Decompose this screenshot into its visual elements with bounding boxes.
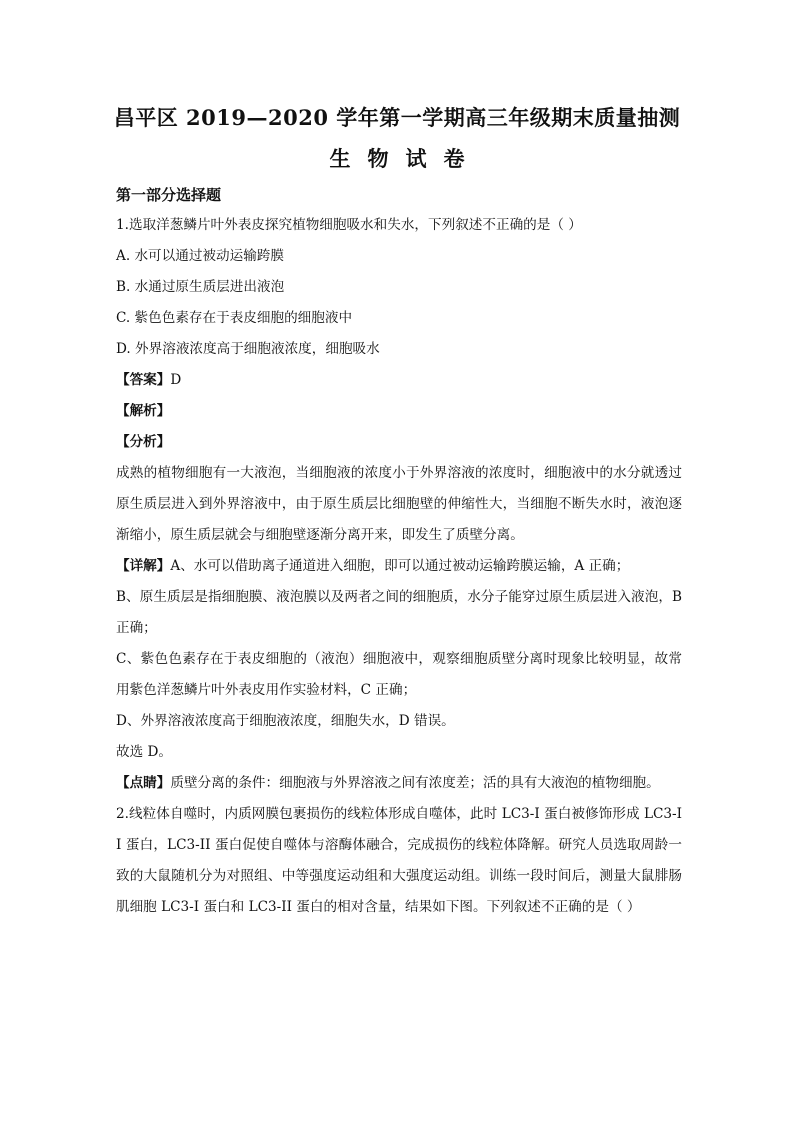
answer-tag: 【答案】 — [116, 372, 171, 388]
detail-a-line — [116, 551, 682, 582]
answer-line — [116, 365, 682, 396]
question-1-option-c: C. 紫色色素存在于表皮细胞的细胞液中 — [116, 310, 353, 326]
dianjing-line — [116, 768, 682, 799]
detail-tag: 【详解】 — [116, 558, 171, 574]
fenxi-tag: 【分析】 — [116, 434, 171, 450]
dianjing-text: 质壁分离的条件：细胞液与外界溶液之间有浓度差；活的具有大液泡的植物细胞。 — [170, 775, 660, 791]
detail-c-text: C、紫色色素存在于表皮细胞的（液泡）细胞液中，观察细胞质壁分离时现象比较明显，故常用紫色洋葱鳞片叶外表皮用作实验材料，C 正确； — [116, 651, 682, 698]
answer-value: D — [170, 372, 182, 388]
question-1-stem: 1.选取洋葱鳞片叶外表皮探究植物细胞吸水和失水，下列叙述不正确的是（ ） — [116, 217, 582, 233]
conclusion-text: 故选 D。 — [116, 744, 173, 760]
exam-title: 昌平区 2019—2020 学年第一学期高三年级期末质量抽测 — [113, 105, 681, 130]
fenxi-text: 成熟的植物细胞有一大液泡，当细胞液的浓度小于外界溶液的浓度时，细胞液中的水分就透过原生质层进入到外界溶液中，由于原生质层比细胞壁的伸缩性大，当细胞不断失水时，液泡逐渐缩小，原生质层就会与细胞壁逐渐分离开来，即发生了质壁分离。 — [116, 465, 682, 543]
question-1-option-b: B. 水通过原生质层进出液泡 — [116, 279, 285, 295]
dianjing-tag: 【点睛】 — [116, 775, 171, 791]
section-heading: 第一部分选择题 — [116, 186, 222, 204]
detail-b-text: B、原生质层是指细胞膜、液泡膜以及两者之间的细胞质，水分子能穿过原生质层进入液泡，B 正确； — [116, 589, 682, 636]
detail-a-text: A、水可以借助离子通道进入细胞，即可以通过被动运输跨膜运输，A 正确； — [170, 558, 630, 574]
question-1-option-a: A. 水可以通过被动运输跨膜 — [116, 248, 284, 264]
question-1 — [116, 210, 682, 923]
question-1-option-d: D. 外界溶液浓度高于细胞液浓度，细胞吸水 — [116, 341, 380, 357]
analysis-tag: 【解析】 — [116, 403, 171, 419]
exam-subtitle: 生物试卷 — [329, 146, 482, 171]
question-2-stem: 2.线粒体自噬时，内质网膜包裹损伤的线粒体形成自噬体，此时 LC3-I 蛋白被修饰形成 LC3-II 蛋白，LC3-II 蛋白促使自噬体与溶酶体融合，完成损伤的线粒体降解。研究人员选取周龄一致的大鼠随机分为对照组、中等强度运动组和大强度运动组。训练一段时间后，测量大鼠腓肠肌细胞 LC3-I 蛋白和 LC3-II 蛋白的相对含量，结果如下图。下列叙述不正确的是（ ） — [116, 806, 682, 915]
detail-d-text: D、外界溶液浓度高于细胞液浓度，细胞失水，D 错误。 — [116, 713, 455, 729]
